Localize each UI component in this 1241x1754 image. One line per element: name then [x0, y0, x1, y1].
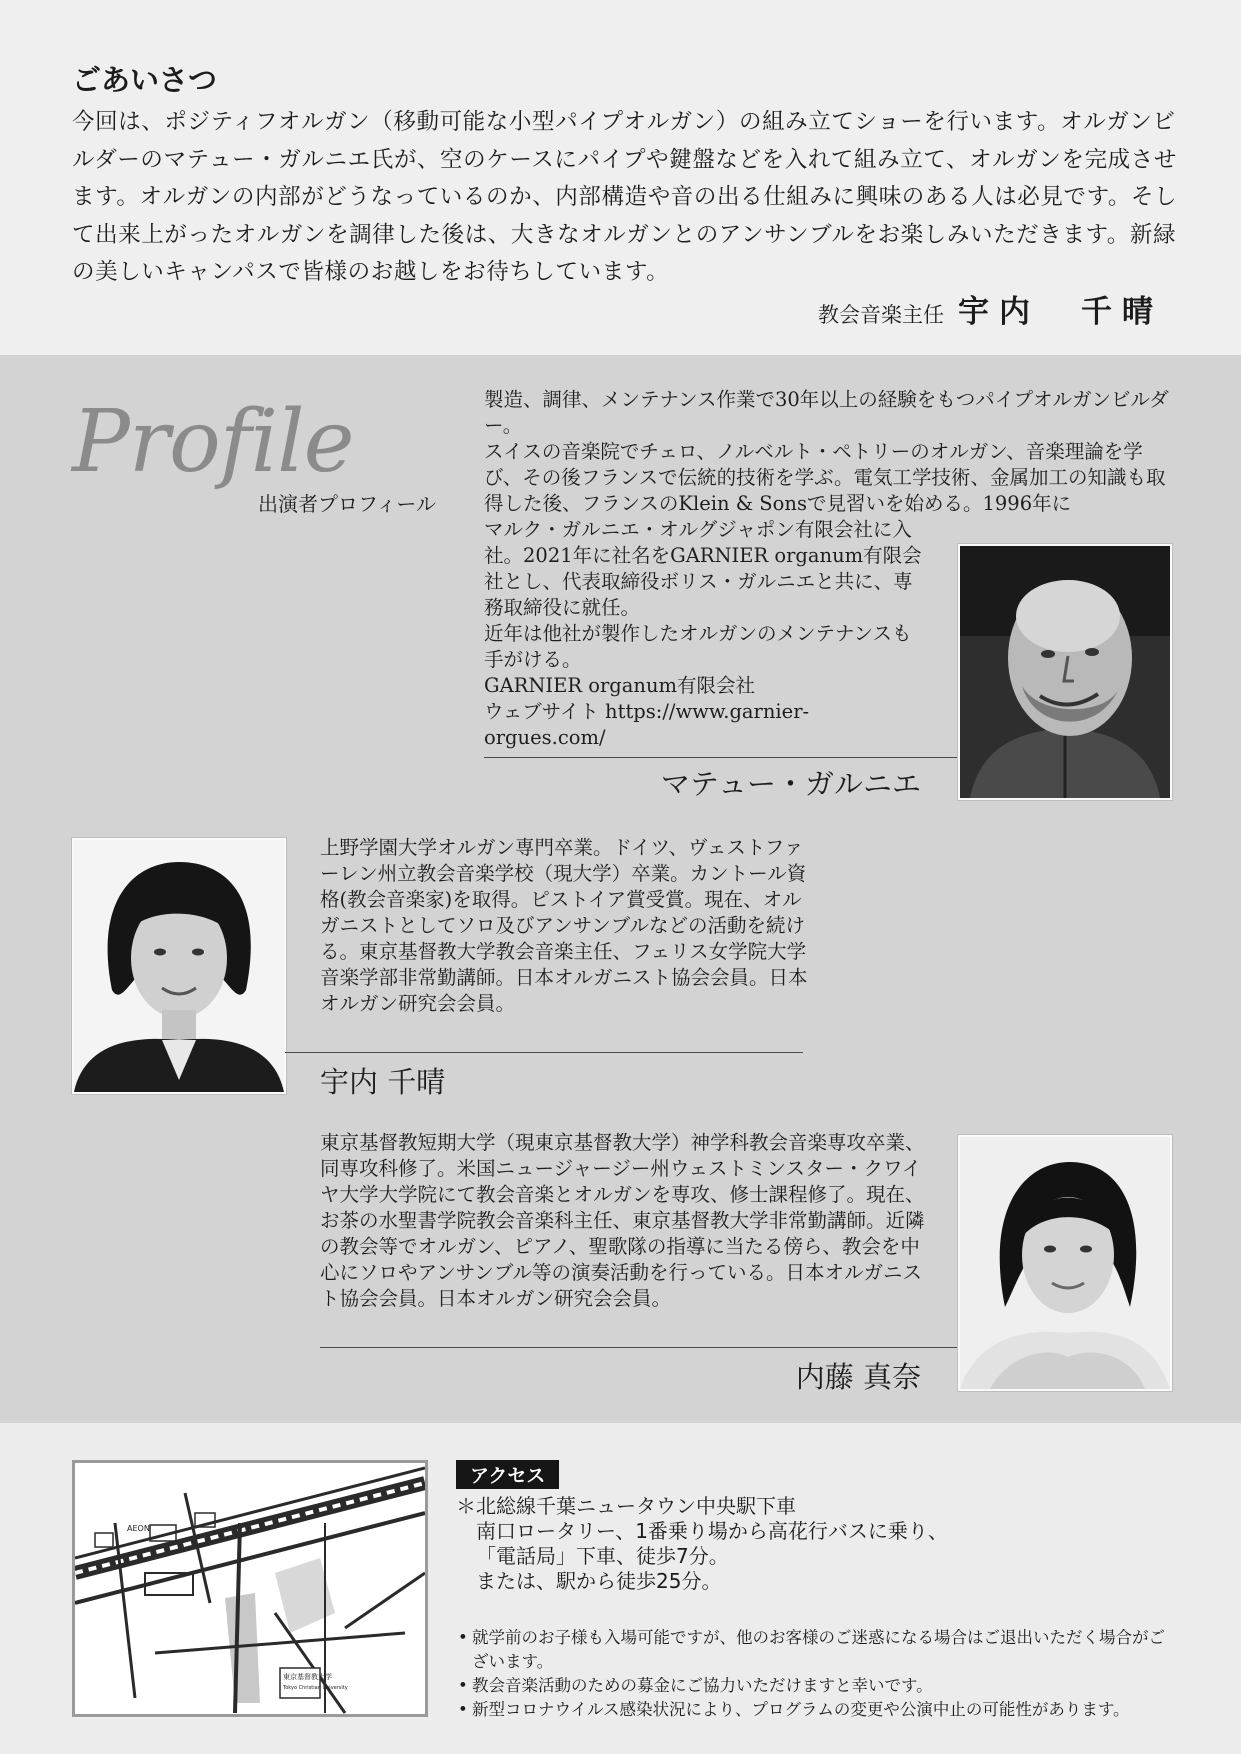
- access-map: [72, 1460, 428, 1717]
- performer-3-name: 内藤 真奈: [795, 1360, 921, 1394]
- performer-1-bio-line: 製造、調律、メンテナンス作業で30年以上の経験をもつパイプオルガンビルダー。: [484, 388, 1169, 437]
- greeting-signature: [818, 286, 1163, 331]
- performer-3-divider: [320, 1347, 960, 1348]
- note-item: • 就学前のお子様も入場可能ですが、他のお客様のご迷惑になる場合はご退出いただく場合がございます。: [458, 1626, 1178, 1674]
- performer-3-bio: 東京基督教短期大学（現東京基督教大学）神学科教会音楽専攻卒業、同専攻科修了。米国ニュージャージー州ウェストミンスター・クワイヤ大学大学院にて教会音楽とオルガンを専攻、修士課程修了。現在、お茶の水聖書学院教会音楽科主任、東京基督教大学非常勤講師。近隣の教会等でオルガン、ピアノ、聖歌隊の指導に当たる傍ら、教会を中心にソロやアンサンブル等の演奏活動を行っている。日本オルガニスト協会会員。日本オルガン研究会会員。: [320, 1131, 925, 1310]
- performer-1-bio-line: マルク・ガルニエ・オルグジャポン有限会社に入社。2021年に社名をGARNIER organum有限会社とし、代表取締役ボリス・ガルニエと共に、専務取締役に就任。: [484, 518, 922, 619]
- performer-1-bio-line: スイスの音楽院でチェロ、ノルベルト・ペトリーのオルガン、音楽理論を学び、その後フランスで伝統的技術を学ぶ。電気工学技術、金属加工の知識も取得した後、フランスのKlein & Sonsで見習いを始める。1996年に: [484, 440, 1166, 515]
- notes-list: [458, 1626, 1178, 1722]
- performer-1-divider: [484, 757, 958, 758]
- performer-1-bio-line: ウェブサイト https://www.garnier-orgues.com/: [484, 700, 810, 749]
- access-directions: [456, 1494, 948, 1594]
- access-line: ＊北総線千葉ニュータウン中央駅下車: [456, 1494, 796, 1518]
- performer-1-bio-line: GARNIER organum有限会社: [484, 674, 756, 697]
- signature-title: 教会音楽主任: [818, 303, 944, 327]
- performer-2-divider: [285, 1052, 803, 1053]
- performer-1-photo: [958, 544, 1172, 800]
- profile-heading: Profile: [72, 392, 354, 492]
- performer-2-name: 宇内 千晴: [320, 1065, 446, 1099]
- access-line: 「電話局」下車、徒歩7分。: [476, 1544, 729, 1568]
- performer-1-bio-line: 近年は他社が製作したオルガンのメンテナンスも手がける。: [484, 622, 912, 671]
- access-line: または、駅から徒歩25分。: [476, 1569, 722, 1593]
- performer-2-bio: 上野学園大学オルガン専門卒業。ドイツ、ヴェストファーレン州立教会音楽学校（現大学）卒業。カントール資格(教会音楽家)を取得。ピストイア賞受賞。現在、オルガニストとしてソロ及びアンサンブルなどの活動を続ける。東京基督教大学教会音楽主任、フェリス女学院大学音楽学部非常勤講師。日本オルガニスト協会会員。日本オルガン研究会会員。: [320, 836, 808, 1015]
- profile-subheading: 出演者プロフィール: [258, 492, 436, 516]
- note-item: • 新型コロナウイルス感染状況により、プログラムの変更や公演中止の可能性があります。: [458, 1698, 1178, 1722]
- note-item: • 教会音楽活動のための募金にご協力いただけますと幸いです。: [458, 1674, 1178, 1698]
- map-label-university: 東京基督教大学: [283, 1673, 332, 1681]
- greeting-body: 今回は、ポジティフオルガン（移動可能な小型パイプオルガン）の組み立てショーを行います。オルガンビルダーのマテュー・ガルニエ氏が、空のケースにパイプや鍵盤などを入れて組み立て、オルガンを完成させます。オルガンの内部がどうなっているのか、内部構造や音の出る仕組みに興味のある人は必見です。そして出来上がったオルガンを調律した後は、大きなオルガンとのアンサンブルをお楽しみいただきます。新緑の美しいキャンパスで皆様のお越しをお待ちしています。: [72, 109, 1178, 285]
- map-label-university-en: Tokyo Christian University: [283, 1685, 348, 1691]
- performer-1-bio-top: [484, 387, 1174, 517]
- performer-2-photo: [72, 838, 286, 1094]
- performer-1-bio-bottom: [484, 517, 924, 751]
- access-tag: アクセス: [456, 1460, 559, 1489]
- map-label-aeon: AEON: [127, 1524, 150, 1533]
- performer-3-photo: [958, 1135, 1172, 1391]
- access-line: 南口ロータリー、1番乗り場から高花行バスに乗り、: [476, 1519, 948, 1543]
- greeting-title: ごあいさつ: [72, 63, 218, 97]
- performer-1-name: マテュー・ガルニエ: [660, 767, 921, 801]
- signature-name: 宇内 千晴: [958, 294, 1163, 330]
